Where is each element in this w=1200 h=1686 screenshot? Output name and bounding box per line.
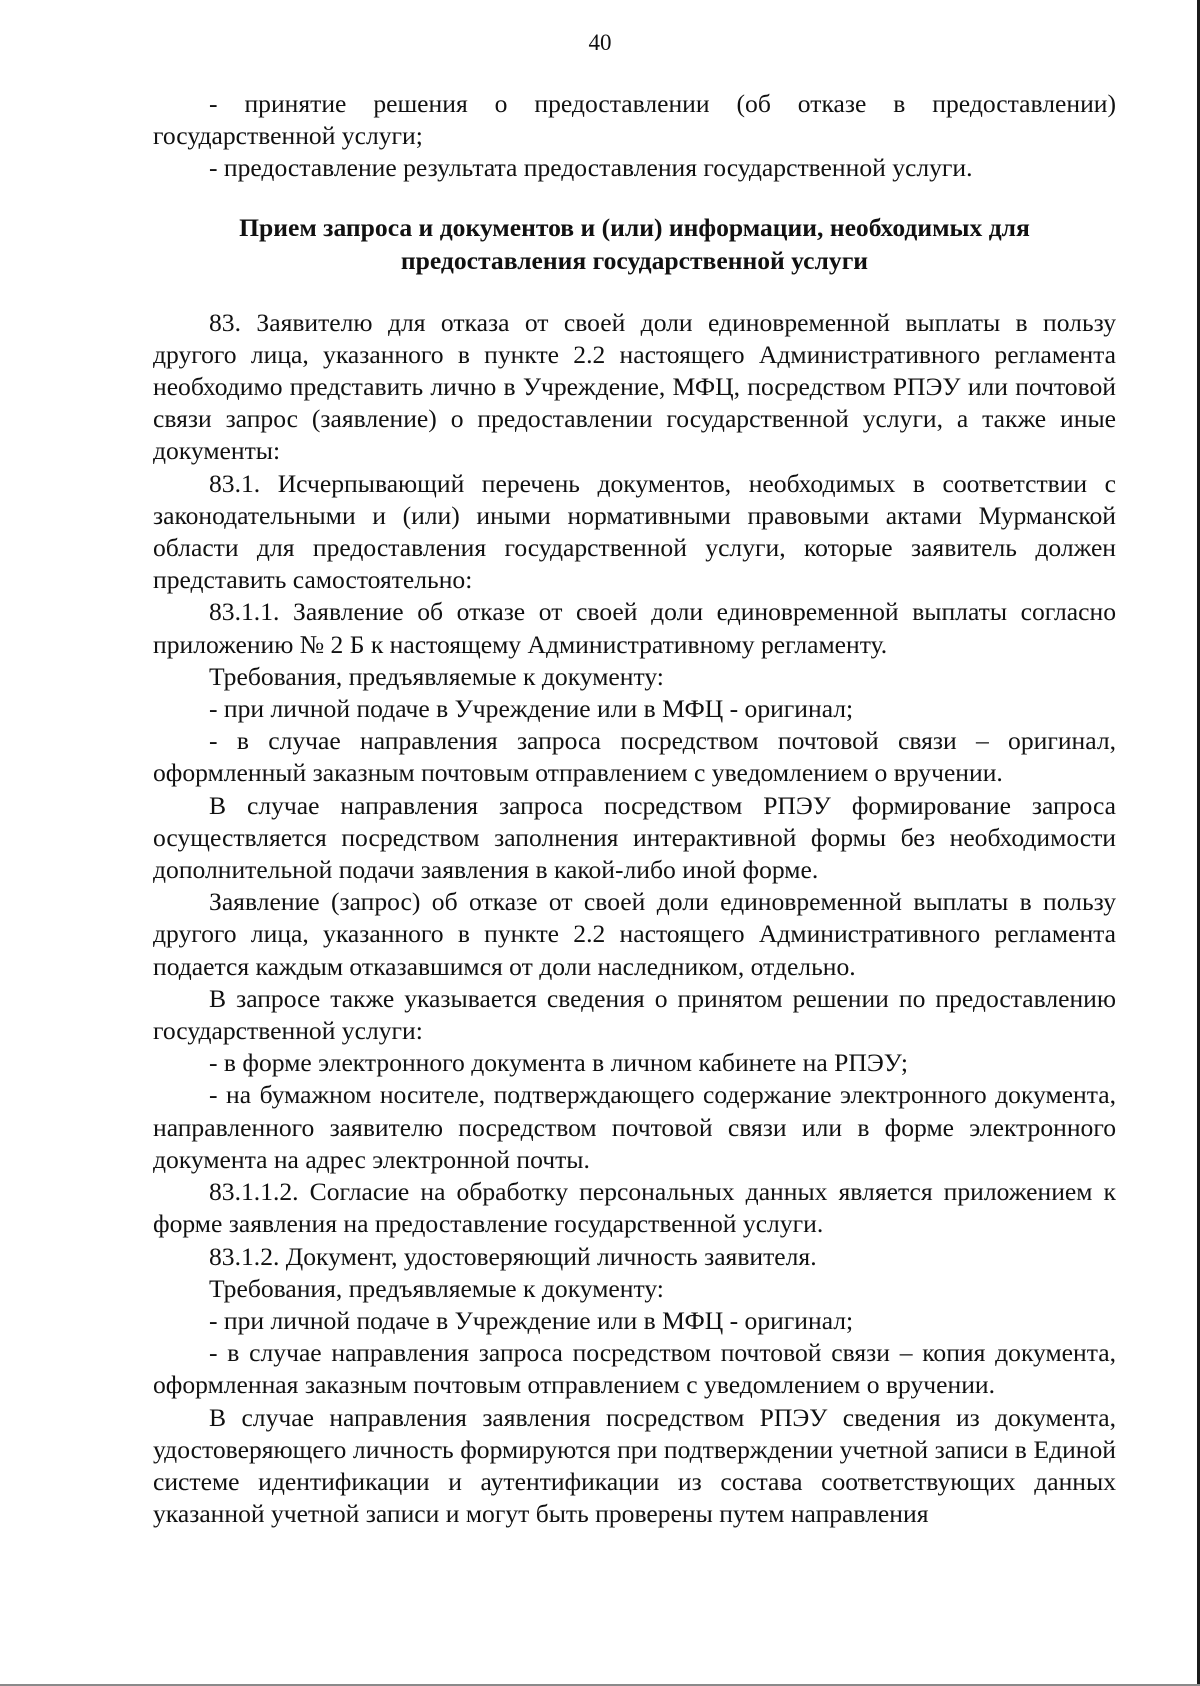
paragraph-rpeu-form: В случае направления запроса посредством РПЭУ формирование запроса осуществляется посредством заполнения интерактивной формы без необходимости дополнительной подачи заявления в какой-либо иной форме. — [153, 790, 1116, 885]
paragraph-identity-rpeu: В случае направления заявления посредством РПЭУ сведения из документа, удостоверяющего личность формируются при подтверждении учетной записи в Единой системе идентификации и аутентификации из состава соответствующих данных указанной учетной записи и могут быть проверены путем направления — [153, 1402, 1116, 1529]
paragraph-83: 83. Заявителю для отказа от своей доли единовременной выплаты в пользу другого лица, указанного в пункте 2.2 настоящего Административного регламента необходимо представить лично в Учреждение, МФЦ, посредством РПЭУ или почтовой связи запрос (заявление) о предоставлении государственной услуги, а также иные документы: — [153, 307, 1116, 466]
requirement-personal-1: - при личной подаче в Учреждение или в МФЦ - оригинал; — [209, 694, 854, 724]
paragraph-83-1-1: 83.1.1. Заявление об отказе от своей доли единовременной выплаты согласно приложению № 2 Б к настоящему Административному регламенту. — [153, 597, 1116, 659]
requirements-heading-1: Требования, предъявляемые к документу: — [209, 661, 664, 691]
paragraph-83-1: 83.1. Исчерпывающий перечень документов, необходимых в соответствии с законодательными и (или) иными нормативными правовыми актами Мурманской области для предоставления государственной услуги, которые заявитель должен представить самостоятельно: — [153, 468, 1116, 595]
section-heading: Прием запроса и документов и (или) информации, необходимых для предоставления государственной услуги — [239, 212, 1030, 275]
option-electronic: - в форме электронного документа в личном кабинете на РПЭУ; — [209, 1048, 908, 1078]
intro-paragraph-1: - принятие решения о предоставлении (об отказе в предоставлении) государственной услуги; — [153, 89, 1116, 151]
intro-paragraph-2: - предоставление результата предоставления государственной услуги. — [209, 153, 973, 183]
requirement-postal-2: - в случае направления запроса посредством почтовой связи – копия документа, оформленная заказным почтовым отправлением с уведомлением о вручении. — [153, 1338, 1116, 1400]
paragraph-83-1-1-2: 83.1.1.2. Согласие на обработку персональных данных является приложением к форме заявления на предоставление государственной услуги. — [153, 1177, 1116, 1239]
paragraph-83-1-2: 83.1.2. Документ, удостоверяющий личность заявителя. — [209, 1241, 817, 1271]
paragraph-refusal-application: Заявление (запрос) об отказе от своей доли единовременной выплаты в пользу другого лица, указанного в пункте 2.2 настоящего Административного регламента подается каждым отказавшимся от доли наследником, отдельно. — [153, 887, 1116, 981]
page-number: 40 — [588, 30, 612, 55]
requirement-postal-1: - в случае направления запроса посредством почтовой связи – оригинал, оформленный заказным почтовым отправлением с уведомлением о вручении. — [153, 726, 1116, 788]
paragraph-decision-info: В запросе также указывается сведения о принятом решении по предоставлению государственной услуги: — [153, 983, 1116, 1046]
option-paper: - на бумажном носителе, подтверждающего содержание электронного документа, направленного заявителю посредством почтовой связи или в форме электронного документа на адрес электронной почты. — [153, 1080, 1116, 1174]
document-body — [153, 88, 1116, 1530]
requirements-heading-2: Требования, предъявляемые к документу: — [209, 1273, 664, 1303]
requirement-personal-2: - при личной подаче в Учреждение или в МФЦ - оригинал; — [209, 1305, 854, 1335]
